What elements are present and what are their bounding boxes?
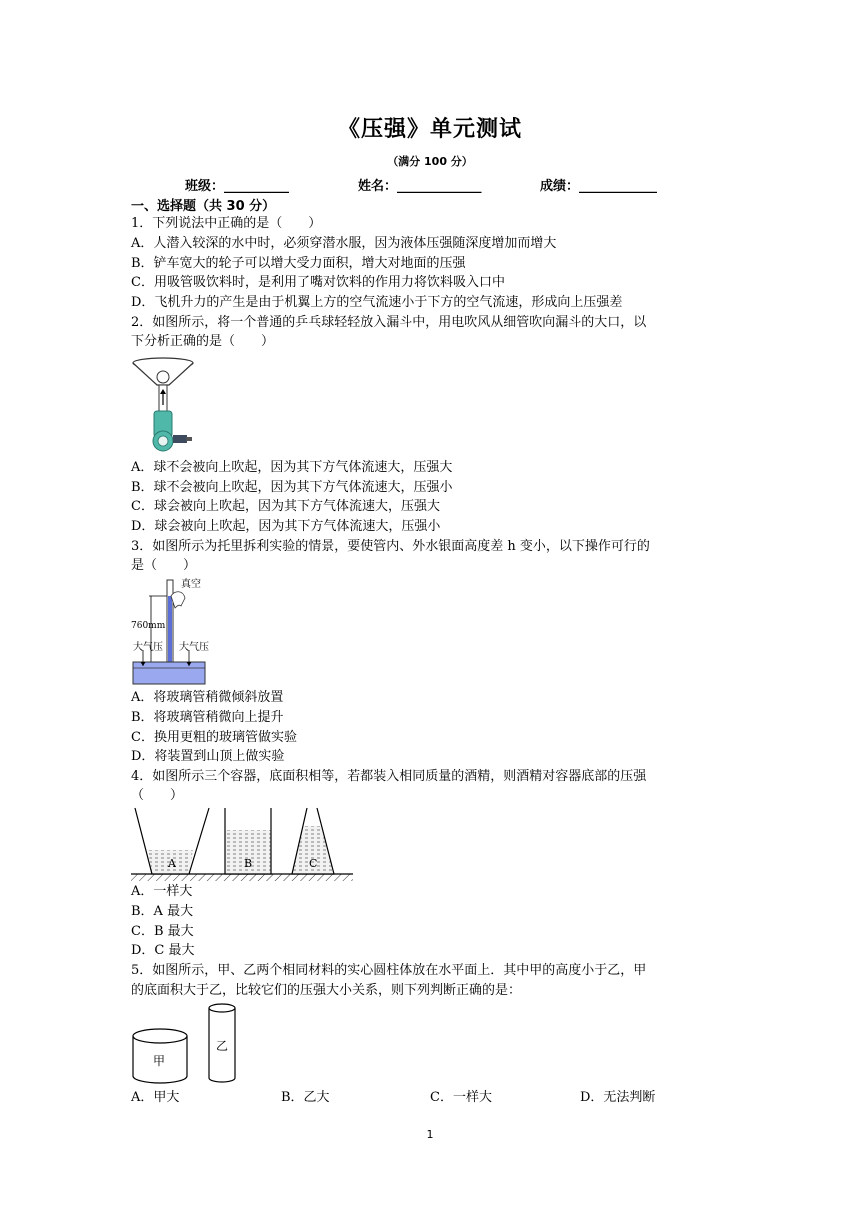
q2-option-d: D．球会被向上吹起，因为其下方气体流速大，压强小 bbox=[131, 519, 441, 534]
q4-stem-line2: （ ） bbox=[131, 788, 184, 803]
q4-option-a: A．一样大 bbox=[131, 884, 193, 899]
q4-stem-line1: 4．如图所示三个容器，底面积相等，若都装入相同质量的酒精，则酒精对容器底部的压强 bbox=[131, 769, 647, 784]
mercury-trough bbox=[133, 662, 205, 684]
q3-option-c: C．换用更粗的玻璃管做实验 bbox=[131, 730, 297, 745]
score-field: 成绩：____________ bbox=[540, 179, 658, 194]
q5-stem-line2: 的底面积大于乙，比较它们的压强大小关系，则下列判断正确的是： bbox=[131, 983, 522, 998]
q2-stem-line2: 下分析正确的是（ ） bbox=[131, 334, 275, 349]
ping-pong-ball bbox=[157, 371, 169, 383]
q2-option-c: C．球会被向上吹起，因为其下方气体流速大，压强大 bbox=[131, 499, 440, 514]
cylinder-jia-top bbox=[133, 1029, 187, 1043]
q3-option-b: B．将玻璃管稍微向上提升 bbox=[131, 710, 284, 725]
torricelli-figure bbox=[131, 576, 221, 688]
q5-option-a: A．甲大 bbox=[131, 1090, 180, 1105]
page-subtitle: （满分 100 分） bbox=[387, 155, 473, 168]
q3-stem-line1: 3．如图所示为托里拆利实验的情景，要使管内、外水银面高度差 h 变小，以下操作可行的 bbox=[131, 539, 650, 554]
q5-option-b: B．乙大 bbox=[281, 1090, 330, 1105]
container-a-label: A bbox=[168, 857, 176, 870]
jia-label: 甲 bbox=[153, 1054, 166, 1068]
q2-option-b: B．球不会被向上吹起，因为其下方气体流速大，压强小 bbox=[131, 480, 453, 495]
q4-option-d: D．C 最大 bbox=[131, 943, 195, 958]
q3-stem-line2: 是（ ） bbox=[131, 558, 197, 573]
fan-grill bbox=[158, 436, 168, 446]
q5-stem-line1: 5．如图所示，甲、乙两个相同材料的实心圆柱体放在水平面上．其中甲的高度小于乙，甲 bbox=[131, 963, 647, 978]
q1-stem: 1．下列说法中正确的是（ ） bbox=[131, 216, 322, 231]
q4-option-c: C．B 最大 bbox=[131, 924, 194, 939]
section-heading: 一、选择题（共 30 分） bbox=[131, 199, 276, 214]
q1-option-b: B．铲车宽大的轮子可以增大受力面积，增大对地面的压强 bbox=[131, 256, 466, 271]
funnel-hairdryer-figure bbox=[131, 355, 201, 455]
name-field: 姓名：_____________ bbox=[358, 179, 482, 194]
atm-right-label: 大气压 bbox=[179, 642, 209, 653]
q5-option-d: D．无法判断 bbox=[580, 1090, 656, 1105]
page-title: 《压强》单元测试 bbox=[337, 117, 522, 142]
cylinder-yi-top bbox=[209, 1004, 235, 1012]
atm-left-label: 大气压 bbox=[133, 642, 163, 653]
hairdryer-plug bbox=[186, 437, 192, 441]
q1-option-d: D．飞机升力的产生是由于机翼上方的空气流速小于下方的空气流速，形成向上压强差 bbox=[131, 295, 623, 310]
class-field: 班级：__________ bbox=[185, 179, 290, 194]
q2-option-a: A．球不会被向上吹起，因为其下方气体流速大，压强大 bbox=[131, 460, 453, 475]
three-containers-figure bbox=[131, 804, 355, 884]
q4-option-b: B．A 最大 bbox=[131, 904, 194, 919]
q5-option-c: C．一样大 bbox=[430, 1090, 492, 1105]
q2-stem-line1: 2．如图所示，将一个普通的乒乓球轻轻放入漏斗中，用电吹风从细管吹向漏斗的大口，以 bbox=[131, 315, 647, 330]
vacuum-label: 真空 bbox=[181, 579, 201, 590]
q3-option-d: D．将装置到山顶上做实验 bbox=[131, 749, 285, 764]
page-number: 1 bbox=[426, 1128, 434, 1141]
q3-option-a: A．将玻璃管稍微倾斜放置 bbox=[131, 690, 284, 705]
container-c-label: C bbox=[309, 857, 318, 870]
cylinders-figure bbox=[131, 1002, 241, 1086]
q1-option-a: A．人潜入较深的水中时，必须穿潜水服，因为液体压强随深度增加而增大 bbox=[131, 236, 557, 251]
container-b-label: B bbox=[244, 857, 253, 870]
yi-label: 乙 bbox=[216, 1039, 229, 1053]
ground-hatch bbox=[131, 874, 353, 881]
height-760-label: 760mm bbox=[131, 621, 166, 631]
hairdryer-handle bbox=[173, 435, 187, 443]
q1-option-c: C．用吸管吸饮料时，是利用了嘴对饮料的作用力将饮料吸入口中 bbox=[131, 275, 505, 290]
